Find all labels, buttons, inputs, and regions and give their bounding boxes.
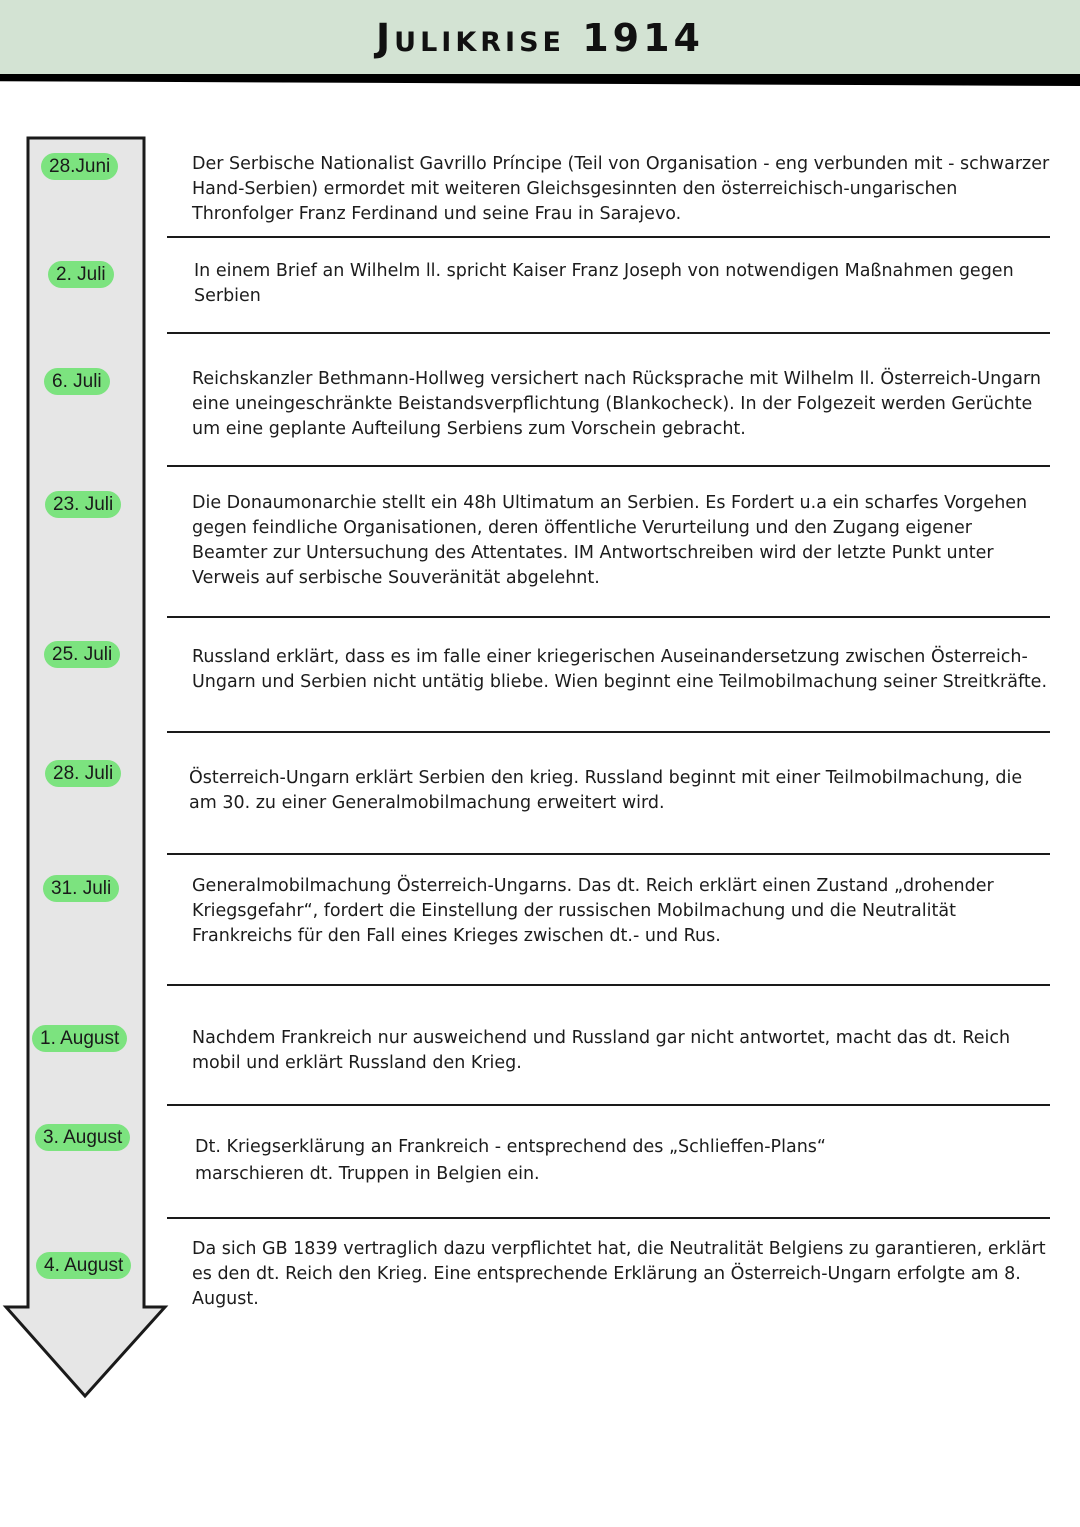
date-badge: 28. Juli [45,760,121,787]
event-text: Generalmobilmachung Österreich-Ungarns. Das dt. Reich erklärt einen Zustand „drohender Kriegsgefahr“, fordert die Einstellung der russischen Mobilmachung und die Neutralität Frankreichs für den Fall eines Krieges zwischen dt.- und Rus. [192,876,994,946]
date-badge: 31. Juli [43,875,119,902]
event-text: In einem Brief an Wilhelm ll. spricht Kaiser Franz Joseph von notwendigen Maßnahmen gegen Serbien [194,261,1014,306]
date-badge: 25. Juli [44,641,120,668]
header-rule [0,74,1080,86]
separator-line [167,616,1050,618]
date-badge: 6. Juli [44,368,110,395]
event-text: Österreich-Ungarn erklärt Serbien den krieg. Russland beginnt mit einer Teilmobilmachung, die am 30. zu einer Generalmobilmachung erweitert wird. [189,768,1023,813]
event-text: Der Serbische Nationalist Gavrillo Príncipe (Teil von Organisation - eng verbunden mit - schwarzer Hand-Serbien) ermordet mit weiteren Gleichsgesinnten den österreichisch-ungarischen Thronfolger Franz Ferdinand und seine Frau in Sarajevo. [192,154,1050,224]
separator-line [167,853,1050,855]
date-badge: 3. August [35,1124,130,1151]
date-badge: 4. August [36,1252,131,1279]
separator-line [167,1104,1050,1106]
event-text: Nachdem Frankreich nur ausweichend und Russland gar nicht antwortet, macht das dt. Reich mobil und erklärt Russland den Krieg. [192,1028,1011,1073]
event-text: Russland erklärt, dass es im falle einer kriegerischen Auseinandersetzung zwischen Österreich-Ungarn und Serbien nicht untätig bliebe. Wien beginnt eine Teilmobilmachung seiner Streitkräfte. [192,647,1048,692]
date-badge: 1. August [32,1025,127,1052]
separator-line [167,332,1050,334]
separator-line [167,465,1050,467]
date-badge: 2. Juli [48,261,114,288]
event-text: Reichskanzler Bethmann-Hollweg versichert nach Rücksprache mit Wilhelm ll. Österreich-Ungarn eine uneingeschränkte Beistandsverpflichtung (Blankocheck). In der Folgezeit werden Gerüchte um eine geplante Aufteilung Serbiens zum Vorschein gebracht. [192,369,1042,439]
event-text: Die Donaumonarchie stellt ein 48h Ultimatum an Serbien. Es Fordert u.a ein scharfes Vorgehen gegen feindliche Organisationen, deren öffentliche Verurteilung und den Zugang eigener Beamter zur Untersuchung des Attentates. IM Antwortschreiben wird der letzte Punkt unter Verweis auf serbische Souveränität abgelehnt. [192,493,1028,588]
event-text: Dt. Kriegserklärung an Frankreich - entsprechend des „Schlieffen-Plans“ marschieren dt. Truppen in Belgien ein. [195,1137,826,1184]
separator-line [167,731,1050,733]
date-badge: 28.Juni [41,153,118,180]
separator-line [167,984,1050,986]
event-text: Da sich GB 1839 vertraglich dazu verpflichtet hat, die Neutralität Belgiens zu garantieren, erklärt es den dt. Reich den Krieg. Eine entsprechende Erklärung an Österreich-Ungarn erfolgte am 8. August. [192,1239,1046,1309]
separator-line [167,236,1050,238]
date-badge: 23. Juli [45,491,121,518]
page-title: Julikrise 1914 [376,16,704,60]
separator-line [167,1217,1050,1219]
